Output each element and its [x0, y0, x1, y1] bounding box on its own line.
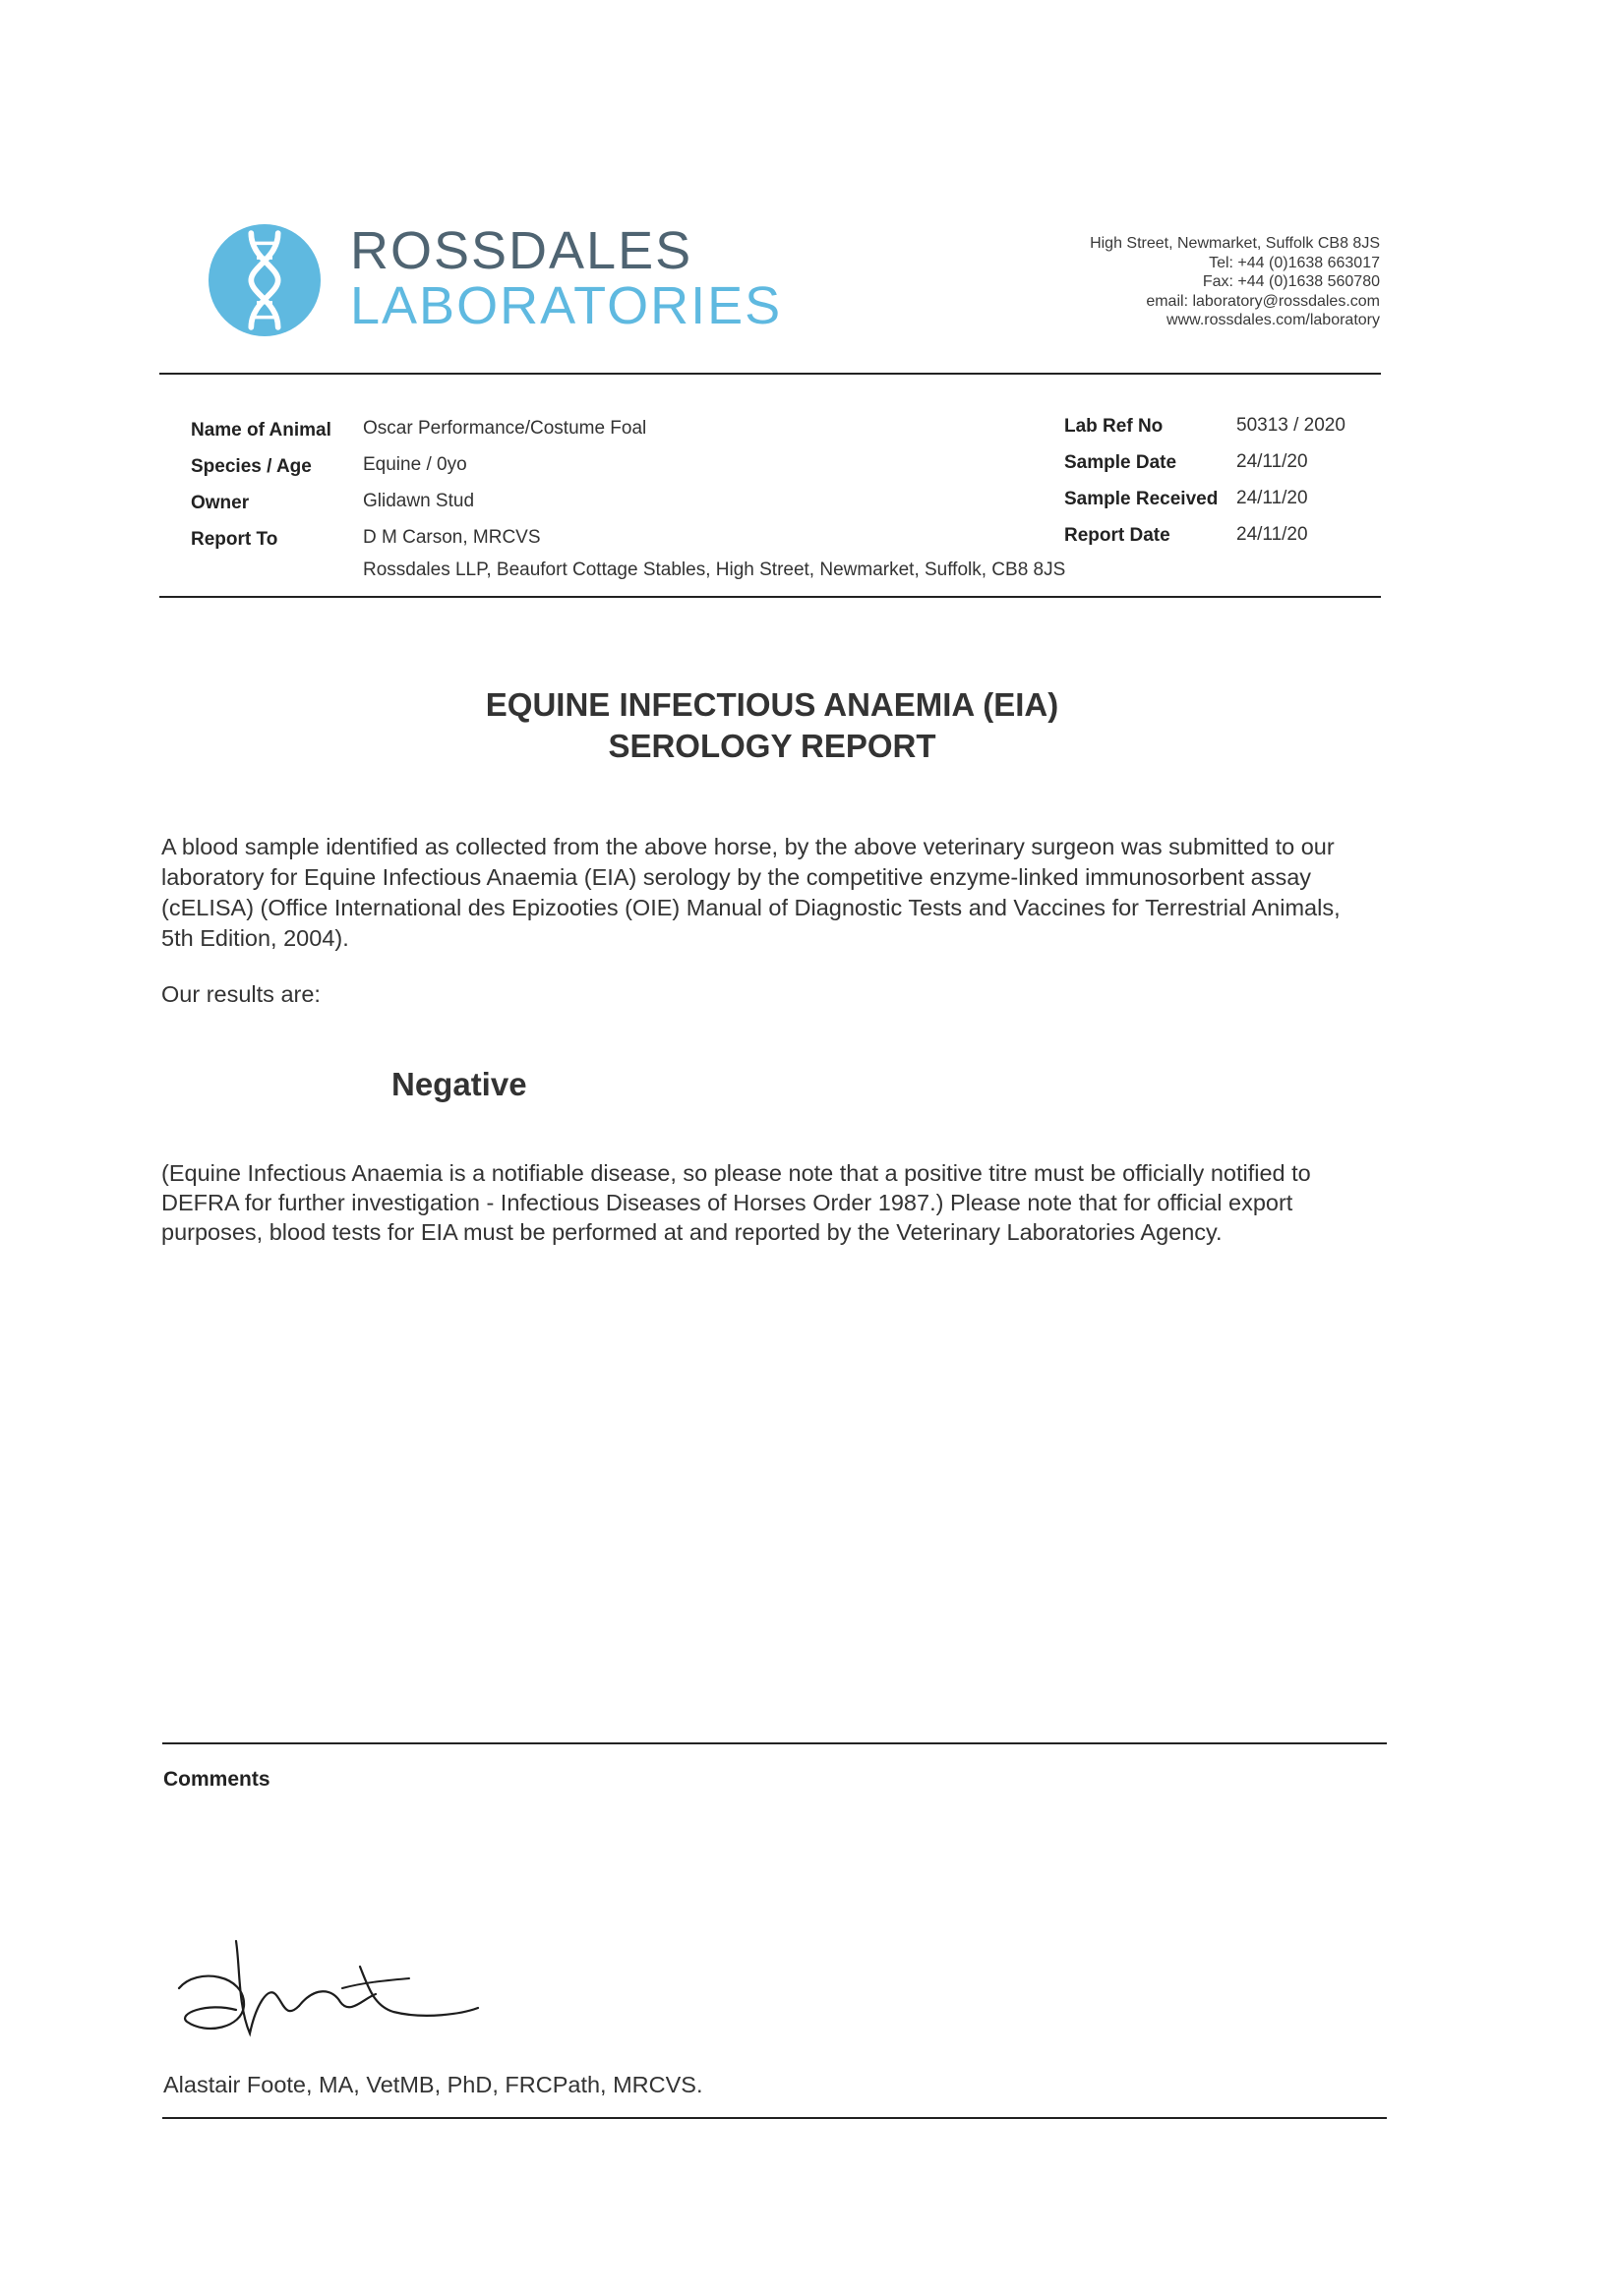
- owner-value: Glidawn Stud: [363, 491, 475, 511]
- report-title: [0, 684, 1544, 767]
- owner-label: Owner: [191, 493, 250, 513]
- sample-date-label: Sample Date: [1064, 452, 1177, 473]
- report-title-line-2: SEROLOGY REPORT: [608, 728, 936, 764]
- comments-label: Comments: [163, 1768, 270, 1791]
- lab-website: www.rossdales.com/laboratory: [1166, 312, 1380, 328]
- lab-name-sub: LABORATORIES: [350, 276, 783, 335]
- name-of-animal-value: Oscar Performance/Costume Foal: [363, 418, 647, 439]
- signatory-name: Alastair Foote, MA, VetMB, PhD, FRCPath, MRCVS.: [163, 2072, 703, 2097]
- report-to-label: Report To: [191, 529, 278, 550]
- header-divider: [159, 373, 1381, 375]
- lab-ref-label: Lab Ref No: [1064, 416, 1164, 437]
- report-date-label: Report Date: [1064, 525, 1170, 546]
- report-to-value: D M Carson, MRCVS: [363, 527, 541, 548]
- report-to-address: Rossdales LLP, Beaufort Cottage Stables, High Street, Newmarket, Suffolk, CB8 8JS: [363, 559, 1066, 580]
- signature: [167, 1937, 492, 2053]
- intro-paragraph: A blood sample identified as collected from the above horse, by the above veterinary surgeon was submitted to our laboratory for Equine Infectious Anaemia (EIA) serology by the competitive enzyme-linked immunosorbent assay (cELISA) (Office International des Epizooties (OIE) Manual of Diagnostic Tests and Vaccines for Terrestrial Animals, 5th Edition, 2004).: [161, 834, 1341, 951]
- lab-name: ROSSDALES: [350, 221, 693, 280]
- notifiable-disease-note: (Equine Infectious Anaemia is a notifiable disease, so please note that a positive titre must be officially notified to DEFRA for further investigation - Infectious Diseases of Horses Order 1987.) Please note that for official export purposes, blood tests for EIA must be performed at and reported by the Veterinary Laboratories Agency.: [161, 1160, 1311, 1245]
- species-age-label: Species / Age: [191, 456, 312, 477]
- lab-address: High Street, Newmarket, Suffolk CB8 8JS: [1090, 235, 1380, 252]
- lab-tel: Tel: +44 (0)1638 663017: [1209, 254, 1380, 271]
- sample-date-value: 24/11/20: [1236, 451, 1308, 472]
- sample-received-value: 24/11/20: [1236, 488, 1308, 508]
- dna-helix-icon: [209, 224, 321, 336]
- name-of-animal-label: Name of Animal: [191, 420, 331, 441]
- results-label: Our results are:: [161, 981, 321, 1007]
- details-divider: [159, 596, 1381, 598]
- sample-received-label: Sample Received: [1064, 489, 1219, 509]
- report-date-value: 24/11/20: [1236, 524, 1308, 545]
- comments-divider: [162, 1742, 1387, 1744]
- lab-fax: Fax: +44 (0)1638 560780: [1202, 273, 1380, 290]
- species-age-value: Equine / 0yo: [363, 454, 467, 475]
- report-title-line-1: EQUINE INFECTIOUS ANAEMIA (EIA): [485, 686, 1059, 723]
- result-value: Negative: [391, 1066, 527, 1102]
- contact-block: [1090, 234, 1380, 330]
- footer-divider: [162, 2117, 1387, 2119]
- lab-ref-value: 50313 / 2020: [1236, 415, 1345, 436]
- lab-email: email: laboratory@rossdales.com: [1146, 292, 1380, 310]
